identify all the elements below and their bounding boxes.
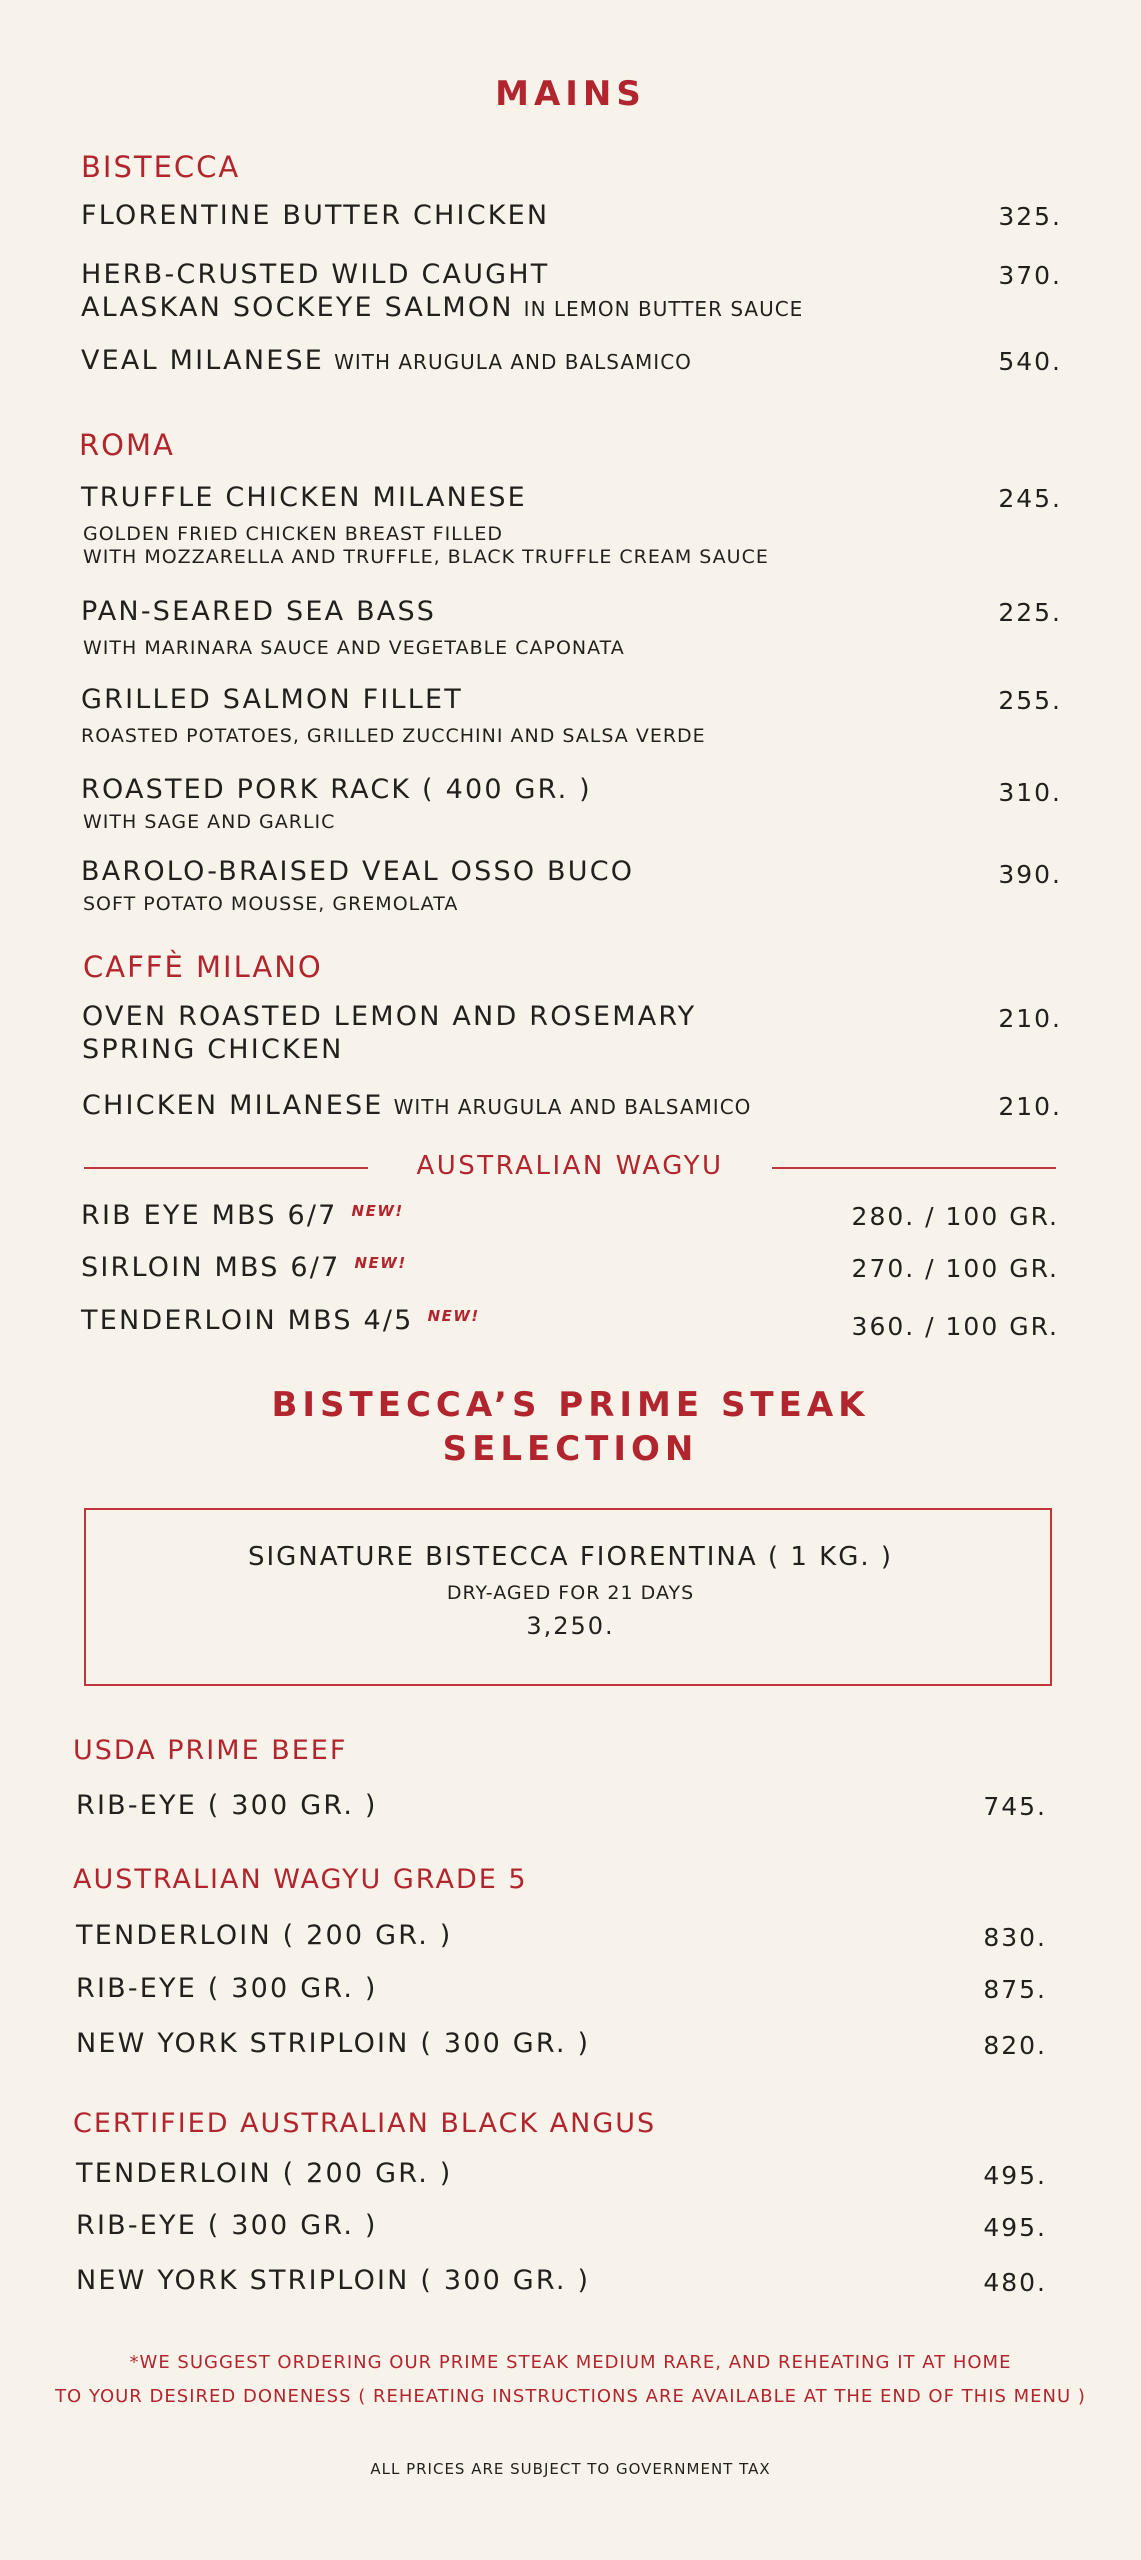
signature-item-name: SIGNATURE BISTECCA FIORENTINA ( 1 KG. ) — [247, 1542, 894, 1572]
menu-item-price: 875. — [983, 1975, 1047, 2004]
signature-item-price: 3,250. — [526, 1612, 615, 1640]
signature-item-description: DRY-AGED FOR 21 DAYS — [446, 1582, 695, 1604]
menu-item-price: 280. / 100 GR. — [851, 1202, 1059, 1231]
menu-item-name-continued: ALASKAN SOCKEYE SALMON IN LEMON BUTTER SAUCE — [81, 292, 804, 323]
menu-item-name-continued: SPRING CHICKEN — [82, 1034, 344, 1065]
menu-item-price: 830. — [983, 1923, 1047, 1952]
menu-item-description: WITH ARUGULA AND BALSAMICO — [393, 1095, 752, 1119]
section-heading-black-angus: CERTIFIED AUSTRALIAN BLACK ANGUS — [73, 2108, 657, 2139]
menu-item-name: PAN-SEARED SEA BASS — [81, 596, 437, 627]
menu-item-name: TENDERLOIN ( 200 GR. ) — [76, 2158, 453, 2189]
menu-item-price: 745. — [983, 1792, 1047, 1821]
menu-item-price: 225. — [998, 598, 1062, 627]
menu-item-price: 495. — [983, 2161, 1047, 2190]
new-badge: NEW! — [354, 1254, 407, 1272]
divider-line-right — [772, 1167, 1056, 1169]
section-heading-wagyu-grade-5: AUSTRALIAN WAGYU GRADE 5 — [73, 1864, 528, 1895]
menu-item-name: OVEN ROASTED LEMON AND ROSEMARY — [82, 1001, 697, 1032]
menu-item-name: RIB-EYE ( 300 GR. ) — [76, 1973, 378, 2004]
menu-item-name: HERB-CRUSTED WILD CAUGHT — [81, 259, 550, 290]
menu-item-price: 360. / 100 GR. — [851, 1312, 1059, 1341]
menu-item-price: 325. — [998, 202, 1062, 231]
prime-steak-title-line2: SELECTION — [442, 1429, 699, 1469]
menu-item-price: 480. — [983, 2268, 1047, 2297]
menu-item-price: 540. — [998, 347, 1062, 376]
menu-item-name: GRILLED SALMON FILLET — [81, 684, 463, 715]
menu-item-name: ROASTED PORK RACK ( 400 GR. ) — [81, 774, 592, 805]
menu-item-price: 210. — [998, 1004, 1062, 1033]
menu-item-name: SIRLOIN MBS 6/7 NEW! — [81, 1252, 407, 1283]
menu-item-price: 310. — [998, 778, 1062, 807]
steak-suggestion-note: *WE SUGGEST ORDERING OUR PRIME STEAK MEDIUM RARE, AND REHEATING IT AT HOME — [129, 2352, 1012, 2373]
menu-item-name: TENDERLOIN MBS 4/5 NEW! — [81, 1305, 480, 1336]
menu-item-description: WITH MOZZARELLA AND TRUFFLE, BLACK TRUFFLE CREAM SAUCE — [83, 546, 769, 568]
menu-item-name: VEAL MILANESE WITH ARUGULA AND BALSAMICO — [81, 345, 692, 376]
divider-line-left — [84, 1167, 368, 1169]
new-badge: NEW! — [427, 1307, 480, 1325]
menu-item-price: 390. — [998, 860, 1062, 889]
menu-item-name: NEW YORK STRIPLOIN ( 300 GR. ) — [76, 2265, 591, 2296]
menu-item-description: IN LEMON BUTTER SAUCE — [523, 297, 804, 321]
tax-note: ALL PRICES ARE SUBJECT TO GOVERNMENT TAX — [370, 2460, 771, 2478]
menu-item-description: WITH SAGE AND GARLIC — [83, 811, 336, 833]
menu-item-name: RIB EYE MBS 6/7 NEW! — [81, 1200, 404, 1231]
menu-item-name: NEW YORK STRIPLOIN ( 300 GR. ) — [76, 2028, 591, 2059]
mains-title: MAINS — [495, 74, 646, 114]
menu-item-description: SOFT POTATO MOUSSE, GREMOLATA — [83, 893, 459, 915]
section-heading-australian-wagyu: AUSTRALIAN WAGYU — [416, 1151, 724, 1181]
menu-item-name: BAROLO-BRAISED VEAL OSSO BUCO — [81, 856, 635, 887]
menu-item-name: TRUFFLE CHICKEN MILANESE — [81, 482, 527, 513]
menu-item-description: ROASTED POTATOES, GRILLED ZUCCHINI AND SALSA VERDE — [81, 725, 706, 747]
menu-item-price: 370. — [998, 261, 1062, 290]
menu-item-name: TENDERLOIN ( 200 GR. ) — [76, 1920, 453, 1951]
menu-item-price: 495. — [983, 2213, 1047, 2242]
menu-item-price: 270. / 100 GR. — [851, 1254, 1059, 1283]
menu-item-price: 820. — [983, 2031, 1047, 2060]
menu-item-name: CHICKEN MILANESE WITH ARUGULA AND BALSAMICO — [82, 1090, 752, 1121]
section-heading-roma: ROMA — [79, 428, 175, 462]
menu-item-description: GOLDEN FRIED CHICKEN BREAST FILLED — [83, 523, 503, 545]
prime-steak-title: BISTECCA’S PRIME STEAK — [271, 1385, 870, 1425]
menu-item-description: WITH ARUGULA AND BALSAMICO — [334, 350, 692, 374]
menu-item-name: RIB-EYE ( 300 GR. ) — [76, 2210, 378, 2241]
section-heading-usda-prime-beef: USDA PRIME BEEF — [73, 1735, 348, 1766]
section-heading-caffe-milano: CAFFÈ MILANO — [83, 950, 323, 984]
menu-item-name: FLORENTINE BUTTER CHICKEN — [81, 200, 550, 231]
new-badge: NEW! — [351, 1202, 404, 1220]
menu-item-price: 245. — [998, 484, 1062, 513]
steak-suggestion-note-line2: TO YOUR DESIRED DONENESS ( REHEATING INSTRUCTIONS ARE AVAILABLE AT THE END OF THIS MENU ) — [55, 2386, 1086, 2407]
section-heading-bistecca: BISTECCA — [81, 150, 241, 184]
menu-item-price: 255. — [998, 686, 1062, 715]
menu-item-price: 210. — [998, 1092, 1062, 1121]
menu-item-name: RIB-EYE ( 300 GR. ) — [76, 1790, 378, 1821]
menu-item-description: WITH MARINARA SAUCE AND VEGETABLE CAPONATA — [83, 637, 625, 659]
